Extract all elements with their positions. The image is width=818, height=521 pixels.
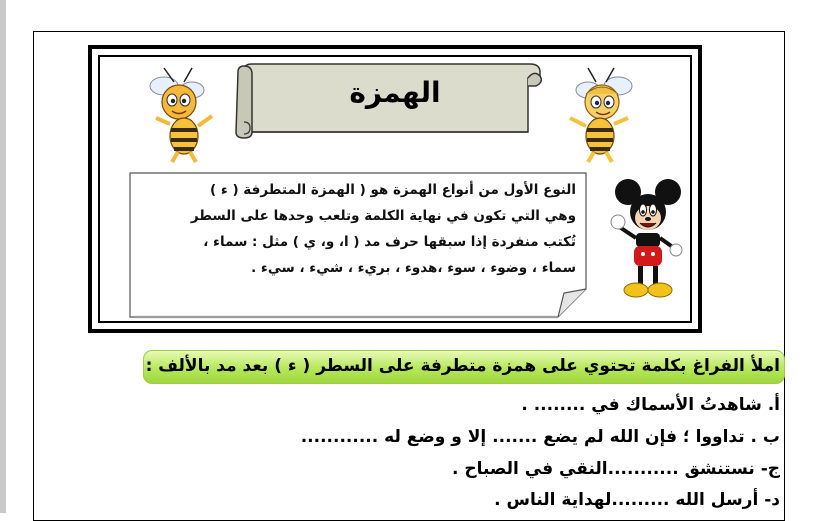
- rule-line: سماء ، وضوء ، سوء ،هدوء ، بريء ، شيء ، سيء .: [251, 260, 576, 276]
- instruction-text: املأ الفراغ بكلمة تحتوي على همزة متطرفة على السطر ( ء ) بعد مد بالألف :: [145, 356, 780, 376]
- bee-character-icon: [134, 64, 234, 164]
- page-title: الهمزة: [349, 76, 441, 109]
- mickey-mouse-icon: [608, 178, 688, 302]
- rule-line: وهي التي تكون في نهاية الكلمة وتلعب وحدها على السطر: [190, 208, 576, 224]
- question-c: ج- نستنشق ...........النقي في الصباح .: [451, 459, 780, 479]
- question-a: أ. شاهدتُ الأسماك في ........ .: [521, 395, 780, 415]
- page-edge: [0, 0, 6, 513]
- bee-character-icon: [548, 64, 648, 164]
- rule-line: النوع الأول من أنواع الهمزة هو ( الهمزة المتطرفة ( ء ): [209, 182, 576, 198]
- question-b: ب . تداووا ؛ فإن الله لم يضع ....... إلا و وضع له ............: [300, 427, 780, 447]
- question-d: د- أرسل الله .........لهداية الناس .: [494, 490, 780, 510]
- rule-text: [140, 177, 576, 281]
- rule-line: تُكتب منفردة إذا سبقها حرف مد ( ا، و، ي ) مثل : سماء ،: [203, 234, 576, 250]
